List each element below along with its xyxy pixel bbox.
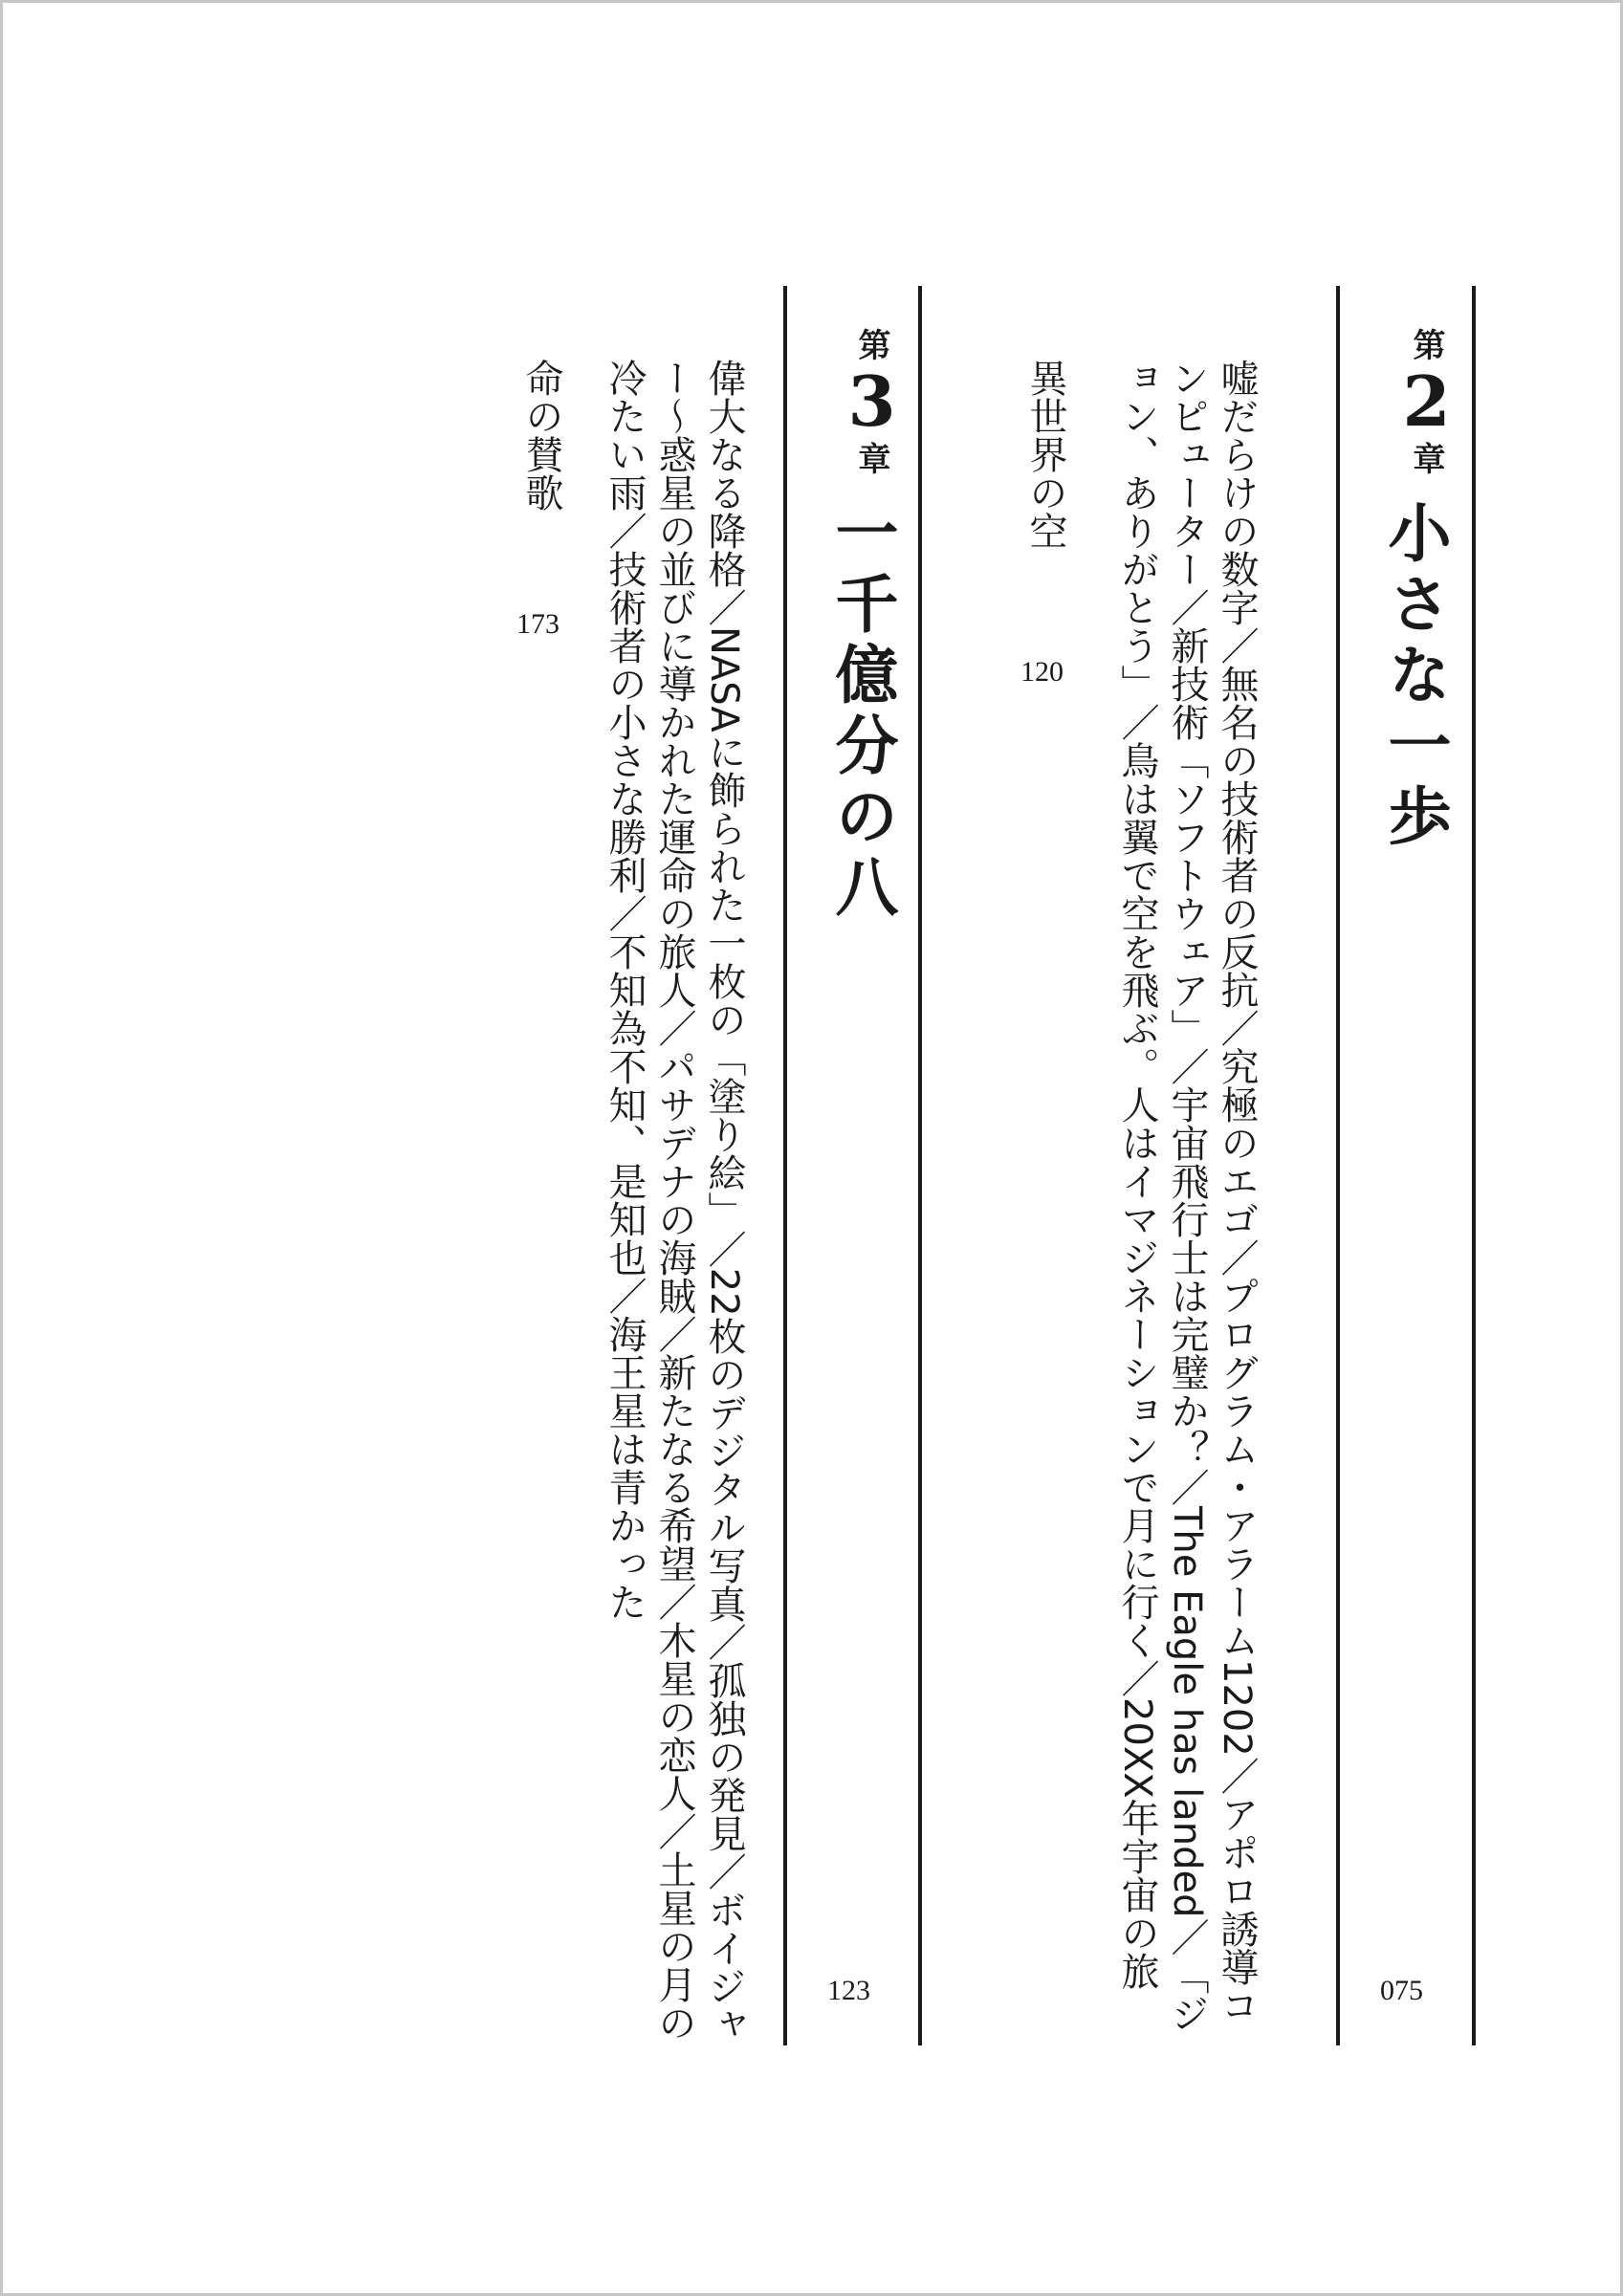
chapter-2-afterword-page: 120 xyxy=(1020,656,1064,688)
chapter-2-left-rule xyxy=(1336,286,1340,2045)
chapter-3-left-rule xyxy=(783,286,787,2045)
chapter-2-section-list: 嘘だらけの数字／無名の技術者の反抗／究極のエゴ／プログラム・アラーム1202／アポロ誘導コンピューター／新技術「ソフトウェア」／宇宙飛行士は完璧か？／The Eagle has landed／「ジョン、ありがとう」／鳥は翼で空を飛ぶ。人はイマジネーションで月に行く／20XX年宇宙の旅 xyxy=(1115,359,1259,2033)
chapter-3-afterword-title: 命の賛歌 xyxy=(519,359,563,512)
chapter-2-afterword-title: 異世界の空 xyxy=(1023,359,1067,550)
chapter-3-number: 3 xyxy=(831,361,912,442)
chapter-3-page-number: 123 xyxy=(827,1975,870,2006)
chapter-2-label: 第2章 xyxy=(1386,328,1467,474)
chapter-2-right-rule xyxy=(1472,286,1476,2045)
chapter-3-label: 第3章 xyxy=(831,328,912,474)
chapter-2-page-number: 075 xyxy=(1380,1975,1423,2006)
chapter-3-afterword-page: 173 xyxy=(516,608,559,640)
chapter-2-number: 2 xyxy=(1386,361,1467,442)
chapter-3-title: 一千億分の八 xyxy=(824,500,898,925)
chapter-3-right-rule xyxy=(918,286,922,2045)
chapter-3-section-list: 偉大なる降格／NASAに飾られた一枚の「塗り絵」／22枚のデジタル写真／孤独の発見／ボイジャー〜惑星の並びに導かれた運命の旅人／パサデナの海賊／新たなる希望／木星の恋人／土星の月の冷たい雨／技術者の小さな勝利／不知為不知、是知也／海王星は青かった xyxy=(603,359,746,2044)
chapter-2-title: 小さな一歩 xyxy=(1377,500,1451,854)
